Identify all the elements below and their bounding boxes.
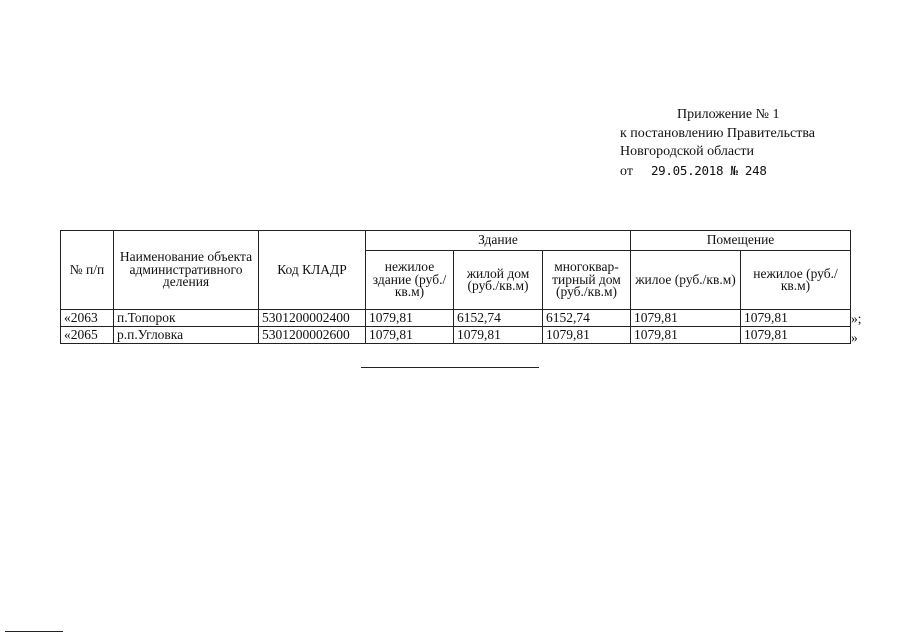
row-nonres-premises: 1079,81	[741, 310, 851, 327]
header-premises: Помещение	[631, 231, 851, 251]
row-closing-quote: »	[851, 330, 858, 345]
row-apartment: 1079,81	[543, 327, 631, 344]
header-nonres-building: нежилое здание (руб./кв.м)	[366, 251, 454, 310]
header-res-premises: жилое (руб./кв.м)	[631, 251, 741, 310]
header-num: № п/п	[61, 231, 114, 310]
row-code: 5301200002400	[259, 310, 366, 327]
row-res-house: 6152,74	[454, 310, 543, 327]
row-nonres-building: 1079,81	[366, 310, 454, 327]
row-name: р.п.Угловка	[114, 327, 259, 344]
appendix-date-line	[620, 162, 815, 182]
row-res-premises: 1079,81	[631, 327, 741, 344]
header-building: Здание	[366, 231, 631, 251]
row-res-house: 1079,81	[454, 327, 543, 344]
appendix-resolution: к постановлению Правительства	[620, 125, 816, 141]
row-name: п.Топорок	[114, 310, 259, 327]
rates-table	[60, 230, 851, 344]
footer-divider	[5, 631, 63, 632]
row-num: «2065	[61, 327, 114, 344]
header-nonres-premises: нежилое (руб./кв.м)	[741, 251, 851, 310]
row-apartment: 6152,74	[543, 310, 631, 327]
row-nonres-premises: 1079,81	[741, 327, 851, 344]
table-row	[61, 327, 851, 344]
header-apartment: многоквар-тирный дом (руб./кв.м)	[543, 251, 631, 310]
header-res-house: жилой дом (руб./кв.м)	[454, 251, 543, 310]
row-closing-quote: »;	[851, 311, 862, 326]
row-nonres-building: 1079,81	[366, 327, 454, 344]
end-divider	[361, 367, 539, 368]
appendix-header	[620, 106, 815, 181]
date-value: 29.05.2018 № 248	[650, 162, 767, 178]
row-code: 5301200002600	[259, 327, 366, 344]
row-num: «2063	[61, 310, 114, 327]
row-res-premises: 1079,81	[631, 310, 741, 327]
header-code: Код КЛАДР	[259, 231, 366, 310]
appendix-region: Новгородской области	[620, 144, 754, 159]
header-name: Наименование объекта административного деления	[114, 231, 259, 310]
table-row	[61, 310, 851, 327]
appendix-title: Приложение № 1	[677, 107, 780, 122]
date-prefix: от	[620, 163, 633, 179]
